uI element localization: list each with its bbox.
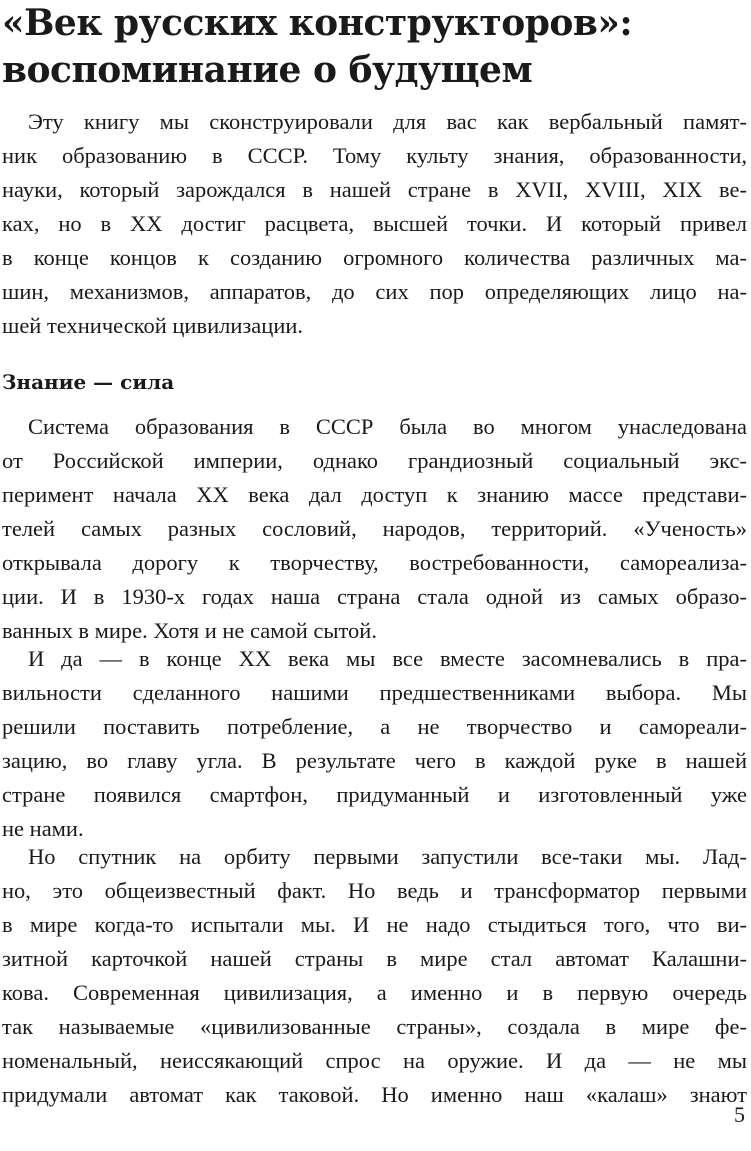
paragraph-sputnik (2, 840, 747, 1112)
text-line: науки, который зарождался в нашей стране в XVII, XVIII, XIX ве- (2, 177, 747, 202)
chapter-title-line: «Век русских конструкторов»: (2, 2, 633, 44)
text-line: ции. И в 1930-х годах наша страна стала одной из самых образо- (2, 584, 747, 609)
text-line: решили поставить потребление, а не творчество и самореали- (2, 714, 747, 739)
text-line: ник образованию в СССР. Тому культу знания, образованности, (2, 143, 747, 168)
text-line: ванных в мире. Хотя и не самой сытой. (2, 618, 377, 643)
text-line: И да — в конце XX века мы все вместе засомневались в пра- (28, 646, 747, 671)
text-line: но, это общеизвестный факт. Но ведь и трансформатор первыми (2, 878, 747, 903)
page-number: 5 (734, 1102, 745, 1127)
paragraph-education (2, 410, 747, 648)
text-line: номенальный, неиссякающий спрос на оружие. И да — не мы (2, 1048, 747, 1073)
text-line: Но спутник на орбиту первыми запустили все-таки мы. Лад- (28, 844, 747, 869)
text-line: так называемые «цивилизованные страны», создала в мире фе- (2, 1014, 747, 1039)
text-line: зитной карточкой нашей страны в мире стал автомат Калашни- (2, 946, 747, 971)
text-line: от Российской империи, однако грандиозный социальный экс- (2, 448, 747, 473)
text-line: шин, механизмов, аппаратов, до сих пор определяющих лицо на- (2, 279, 747, 304)
text-line: Система образования в СССР была во многом унаследована (28, 414, 747, 439)
text-line: перимент начала XX века дал доступ к знанию массе представи- (2, 482, 747, 507)
text-line: в мире когда-то испытали мы. И не надо стыдиться того, что ви- (2, 912, 747, 937)
chapter-title (2, 0, 747, 94)
text-line: зацию, во главу угла. В результате чего в каждой руке в нашей (2, 748, 747, 773)
text-line: ках, но в XX достиг расцвета, высшей точки. И который привел (2, 211, 747, 236)
section-heading: Знание — сила (2, 370, 175, 394)
paragraph-consumption (2, 642, 747, 846)
text-line: Эту книгу мы сконструировали для вас как вербальный памят- (28, 109, 747, 134)
text-line: кова. Современная цивилизация, а именно и в первую очередь (2, 980, 747, 1005)
text-line: шей технической цивилизации. (2, 313, 304, 338)
text-line: стране появился смартфон, придуманный и изготовленный уже (2, 782, 747, 807)
text-line: открывала дорогу к творчеству, востребованности, самореализа- (2, 550, 747, 575)
text-line: придумали автомат как таковой. Но именно наш «калаш» знают (2, 1082, 747, 1107)
text-line: в конце концов к созданию огромного количества различных ма- (2, 245, 747, 270)
text-line: вильности сделанного нашими предшественниками выбора. Мы (2, 680, 747, 705)
text-line: не нами. (2, 816, 84, 841)
chapter-title-line: воспоминание о будущем (2, 49, 533, 91)
intro-paragraph (2, 105, 747, 343)
text-line: телей самых разных сословий, народов, территорий. «Ученость» (2, 516, 747, 541)
